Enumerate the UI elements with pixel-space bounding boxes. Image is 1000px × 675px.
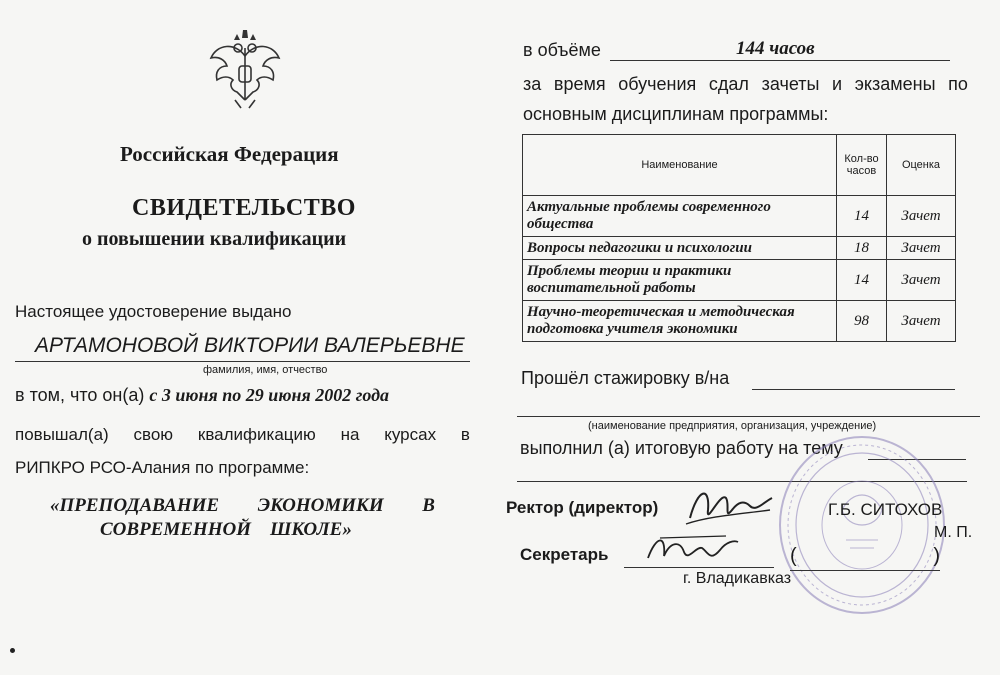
country-heading: Российская Федерация (120, 142, 339, 166)
rector-label: Ректор (директор) (506, 498, 659, 517)
table-row (523, 237, 956, 260)
dates-prefix: в том, что он(а) (15, 385, 145, 405)
passed-exams-line1 (523, 74, 968, 95)
word: за (523, 74, 542, 94)
dates-value: с 3 июня по 29 июня 2002 года (149, 385, 390, 405)
word: курсах (384, 425, 437, 444)
volume-underline (610, 60, 950, 61)
volume-label: в объёме (523, 40, 601, 60)
table-row (523, 260, 956, 301)
discipline-grade: Зачет (887, 260, 956, 301)
volume-value: 144 часов (736, 38, 815, 59)
word: время (553, 74, 606, 94)
discipline-name: Вопросы педагогики и психологии (523, 237, 837, 260)
word: на (340, 425, 360, 444)
discipline-grade: Зачет (887, 301, 956, 342)
table-header-row (523, 135, 956, 196)
passed-exams-line2: основным дисциплинам программы: (523, 104, 829, 124)
program-institution-line: РИПКРО РСО-Алания по программе: (15, 458, 310, 477)
rector-name: Г.Б. СИТОХОВ (828, 500, 943, 519)
secretary-name-field (790, 546, 940, 571)
word: ЭКОНОМИКИ (257, 495, 384, 516)
dates-line (15, 385, 389, 406)
word: свою (133, 425, 174, 444)
rector-signature (680, 480, 775, 532)
header-name: Наименование (523, 135, 837, 196)
word: в (460, 425, 470, 444)
word: экзамены (854, 74, 936, 94)
word: В (422, 495, 435, 516)
name-underline (15, 361, 470, 362)
issued-to-label: Настоящее удостоверение выдано (15, 302, 292, 321)
discipline-hours: 14 (837, 196, 887, 237)
discipline-hours: 14 (837, 260, 887, 301)
paren-open: ( (790, 545, 797, 567)
word: зачеты (761, 74, 820, 94)
table-row (523, 196, 956, 237)
city-label: г. Владикавказ (683, 570, 792, 587)
word: обучения (618, 74, 697, 94)
discipline-name: Проблемы теории и практики воспитательной работы (523, 260, 837, 301)
word: и (832, 74, 843, 94)
recipient-name: АРТАМОНОВОЙ ВИКТОРИИ ВАЛЕРЬЕВНЕ (35, 334, 465, 357)
word: «ПРЕПОДАВАНИЕ (50, 495, 220, 516)
round-seal-stamp (772, 430, 952, 620)
certificate-subtitle: о повышении квалификации (82, 228, 347, 250)
header-hours: Кол-во часов (837, 135, 887, 196)
stamp-place-label: М. П. (934, 524, 973, 541)
organization-caption: (наименование предприятия, организация, учреждение) (588, 420, 877, 432)
header-grade: Оценка (887, 135, 956, 196)
program-title-line2: СОВРЕМЕННОЙ ШКОЛЕ» (100, 519, 352, 540)
punch-dot (10, 648, 15, 653)
discipline-name: Актуальные проблемы современного общества (523, 196, 837, 237)
word: квалификацию (197, 425, 316, 444)
discipline-grade: Зачет (887, 196, 956, 237)
coat-of-arms-emblem (205, 30, 285, 112)
discipline-hours: 98 (837, 301, 887, 342)
word: повышал(а) (15, 425, 109, 444)
secretary-label: Секретарь (520, 545, 609, 564)
internship-label: Прошёл стажировку в/на (521, 368, 730, 388)
program-title-line1 (50, 495, 435, 517)
improved-qualification-line (15, 425, 470, 445)
discipline-grade: Зачет (887, 237, 956, 260)
paren-close: ) (933, 545, 940, 567)
name-caption: фамилия, имя, отчество (203, 364, 328, 376)
discipline-hours: 18 (837, 237, 887, 260)
internship-underline (752, 389, 955, 390)
disciplines-table (522, 134, 956, 342)
table-row (523, 301, 956, 342)
discipline-name: Научно-теоретическая и методическая подготовка учителя экономики (523, 301, 837, 342)
certificate-title: СВИДЕТЕЛЬСТВО (132, 195, 356, 221)
organization-underline (517, 416, 980, 417)
word: сдал (708, 74, 749, 94)
secretary-underline (624, 567, 774, 568)
final-work-label: выполнил (а) итоговую работу на тему (520, 438, 843, 458)
word: по (948, 74, 968, 94)
